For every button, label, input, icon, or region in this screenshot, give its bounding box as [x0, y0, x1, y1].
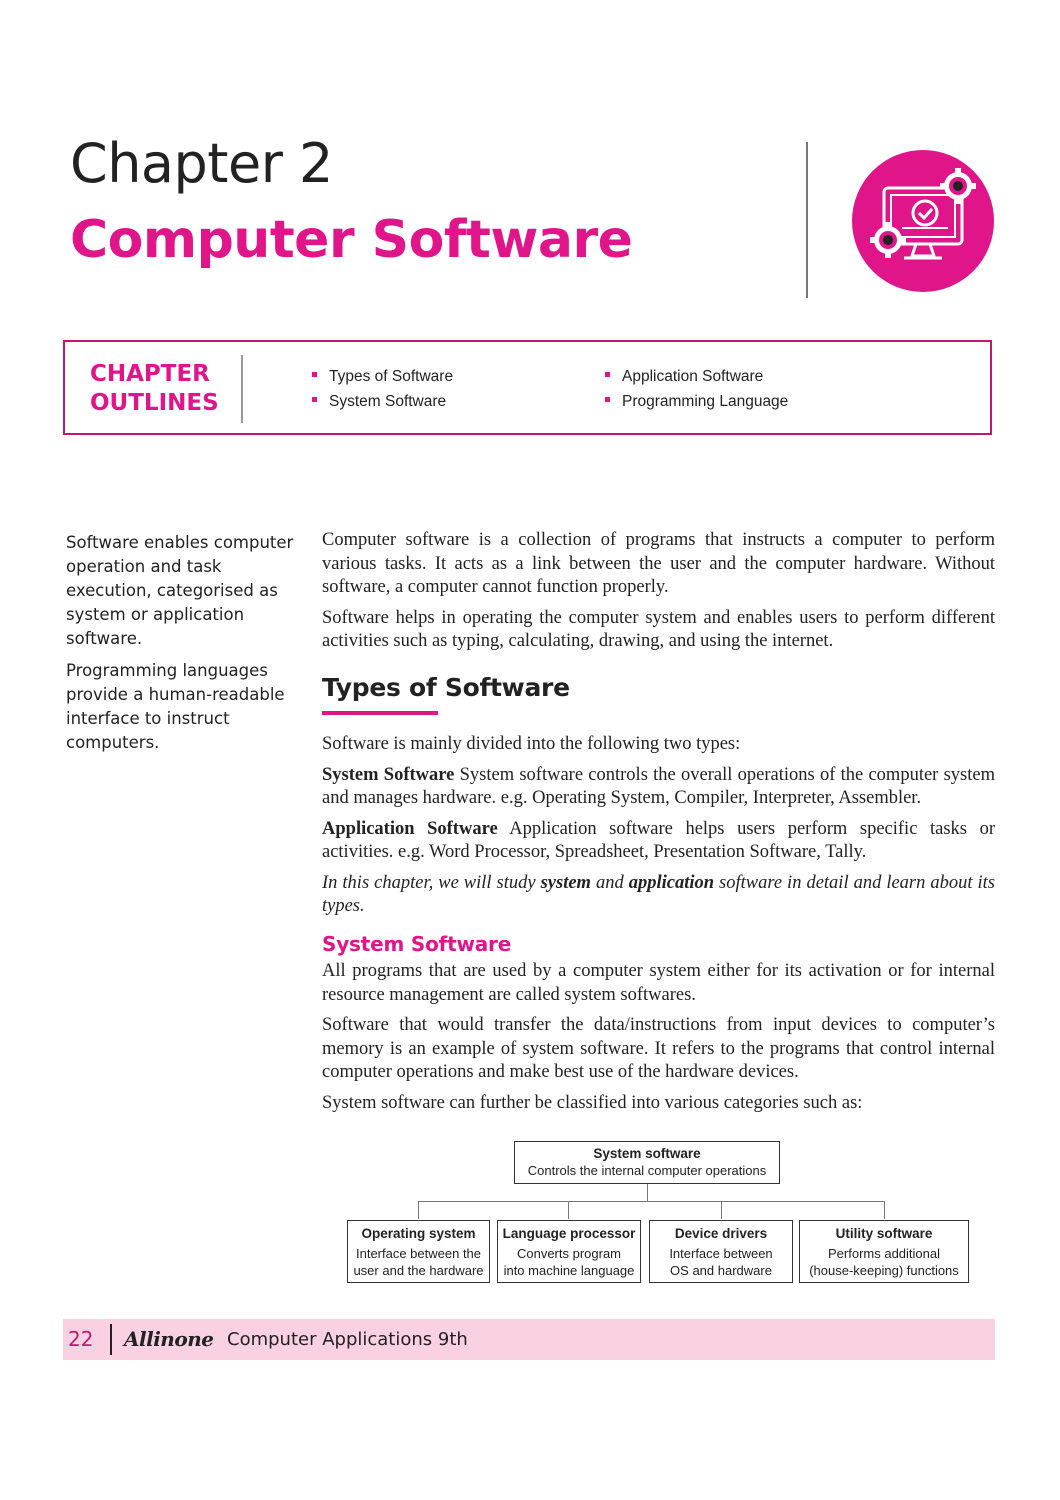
- header-divider: [806, 142, 808, 298]
- application-software-definition: Application Software Application software helps users perform specific tasks or activities. e.g. Word Processor, Spreadsheet, Presentation Software, Tally.: [322, 818, 995, 862]
- system-paragraph: All programs that are used by a computer system either for its activation or for internal resource management are called system softwares.: [322, 961, 995, 1005]
- book-title: Computer Applications 9th: [227, 1329, 468, 1350]
- chapter-study-note: In this chapter, we will study system and application software in detail and learn about its types.: [322, 872, 995, 916]
- chapter-outlines-heading: CHAPTER OUTLINES: [90, 361, 219, 416]
- system-paragraph: Software that would transfer the data/instructions from input devices to computer’s memory is an example of system software. It refers to the programs that control internal computer operations and make best use of the hardware devices.: [322, 1015, 995, 1082]
- brand-logo: Allinone: [124, 1327, 214, 1351]
- connector-line: [647, 1184, 648, 1201]
- connector-line: [418, 1201, 885, 1202]
- intro-paragraph: Software helps in operating the computer system and enables users to perform different activities such as typing, calculating, drawing, and using the internet.: [322, 607, 995, 651]
- computer-gears-icon: [850, 148, 996, 294]
- connector-line: [568, 1201, 569, 1219]
- heading-underline: [322, 711, 438, 715]
- diagram-node-language-processor: Language processor Converts program into machine language: [497, 1220, 641, 1283]
- page-number: 22: [68, 1327, 94, 1351]
- sidebar-notes: [66, 531, 294, 763]
- diagram-node-utility-software: Utility software Performs additional (house-keeping) functions: [799, 1220, 969, 1283]
- footer-divider: [110, 1324, 112, 1355]
- outline-item: System Software: [312, 393, 446, 411]
- outline-item: Application Software: [605, 368, 763, 386]
- connector-line: [721, 1201, 722, 1219]
- bullet-icon: [312, 397, 317, 402]
- system-paragraph: System software can further be classified into various categories such as:: [322, 1092, 863, 1113]
- outline-item: Programming Language: [605, 393, 788, 411]
- types-of-software-heading: Types of Software: [322, 672, 570, 702]
- intro-paragraph: Computer software is a collection of programs that instructs a computer to perform various tasks. It acts as a link between the user and the computer hardware. Without software, a computer cannot function properly.: [322, 530, 995, 597]
- chapter-number: Chapter 2: [70, 132, 333, 195]
- diagram-node-operating-system: Operating system Interface between the user and the hardware: [347, 1220, 490, 1283]
- types-intro: Software is mainly divided into the following two types:: [322, 734, 741, 754]
- outline-divider: [241, 355, 243, 423]
- sidebar-note: Software enables computer operation and task execution, categorised as system or application software.: [66, 533, 294, 648]
- bullet-icon: [605, 397, 610, 402]
- chapter-title: Computer Software: [70, 210, 633, 270]
- main-content: [322, 529, 995, 1122]
- bullet-icon: [605, 372, 610, 377]
- diagram-node-device-drivers: Device drivers Interface between OS and hardware: [649, 1220, 793, 1283]
- connector-line: [884, 1201, 885, 1219]
- sidebar-note: Programming languages provide a human-readable interface to instruct computers.: [66, 661, 285, 752]
- bullet-icon: [312, 372, 317, 377]
- diagram-root-box: System software Controls the internal computer operations: [514, 1141, 780, 1184]
- system-software-definition: System Software System software controls the overall operations of the computer system and manages hardware. e.g. Operating System, Compiler, Interpreter, Assembler.: [322, 764, 995, 808]
- outline-item: Types of Software: [312, 368, 453, 386]
- system-software-heading: System Software: [322, 931, 512, 956]
- connector-line: [418, 1201, 419, 1219]
